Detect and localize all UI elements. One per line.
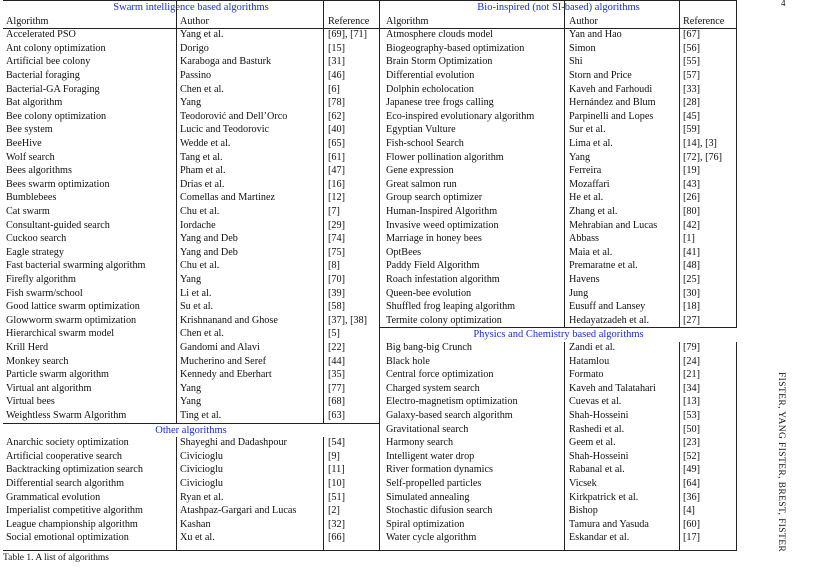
reference-cell: [62] <box>328 110 345 122</box>
algorithm-cell: Virtual ant algorithm <box>6 382 92 394</box>
reference-cell: [43] <box>683 178 700 190</box>
algorithm-cell: Particle swarm algorithm <box>6 369 109 381</box>
header-reference: Reference <box>683 15 725 27</box>
page-number: 4 <box>781 0 786 8</box>
algorithm-cell: Brain Storm Optimization <box>386 56 493 68</box>
algorithm-cell: Bat algorithm <box>6 97 63 109</box>
reference-cell: [55] <box>683 56 700 68</box>
reference-cell: [54] <box>328 437 345 449</box>
reference-cell: [65] <box>328 138 345 149</box>
algorithm-cell: Shuffled frog leaping algorithm <box>386 301 516 313</box>
table-row <box>380 287 737 301</box>
author-cell: Wedde et al. <box>180 138 231 149</box>
reference-cell: [8] <box>328 260 340 272</box>
algorithm-cell: Differential evolution <box>386 70 475 81</box>
algorithm-cell: Bees swarm optimization <box>6 178 110 190</box>
table-caption: Table 1. A list of algorithms <box>3 553 109 563</box>
reference-cell: [68] <box>328 396 345 408</box>
reference-cell: [51] <box>328 491 345 503</box>
table-row <box>380 151 737 165</box>
table-row <box>380 300 737 314</box>
table-row <box>380 110 737 124</box>
author-cell: Kashan <box>180 518 211 530</box>
algorithm-cell: Social emotional optimization <box>6 532 129 544</box>
author-cell: Lima et al. <box>569 138 613 149</box>
algorithm-cell: Gene expression <box>386 165 454 177</box>
reference-cell: [4] <box>683 505 695 517</box>
author-cell: Zhang et al. <box>569 206 618 217</box>
table-row <box>380 341 737 355</box>
author-cell: Drias et al. <box>180 178 225 190</box>
algorithm-cell: Water cycle algorithm <box>386 532 477 544</box>
algorithm-cell: Marriage in honey bees <box>386 233 482 245</box>
author-cell: Hernández and Blum <box>569 97 656 109</box>
algorithms-table <box>3 0 737 551</box>
table-row <box>380 123 737 137</box>
algorithm-cell: Eco-inspired evolutionary algorithm <box>386 110 535 122</box>
algorithm-cell: Japanese tree frogs calling <box>386 97 494 109</box>
algorithm-cell: Great salmon run <box>386 178 457 190</box>
column-divider <box>679 1 680 550</box>
algorithm-cell: Self-propelled particles <box>386 478 482 489</box>
reference-cell: [30] <box>683 287 700 299</box>
header-author: Author <box>180 15 209 27</box>
author-cell: Civicioglu <box>180 464 224 476</box>
author-cell: Gandomi and Alavi <box>180 342 260 353</box>
algorithm-cell: Differential search algorithm <box>6 478 125 489</box>
algorithm-cell: Human-Inspired Algorithm <box>386 206 498 217</box>
reference-cell: [29] <box>328 219 345 231</box>
table-row <box>380 219 737 233</box>
author-cell: Dorigo <box>180 42 209 54</box>
table-row <box>380 382 737 396</box>
reference-cell: [50] <box>683 423 700 435</box>
reference-cell: [52] <box>683 450 700 462</box>
algorithm-cell: Eagle strategy <box>6 246 64 258</box>
reference-cell: [21] <box>683 369 700 381</box>
reference-cell: [11] <box>328 464 345 476</box>
table-row <box>380 518 737 532</box>
column-divider <box>323 1 324 550</box>
section-title: Other algorithms <box>3 423 379 438</box>
column-divider <box>564 1 565 550</box>
algorithm-cell: Wolf search <box>6 151 55 163</box>
author-cell: Tamura and Yasuda <box>569 518 649 530</box>
algorithm-cell: Cat swarm <box>6 206 50 217</box>
table-row <box>380 42 737 56</box>
author-cell: Formato <box>569 369 604 381</box>
author-cell: Iordache <box>180 219 216 231</box>
author-cell: Yang et al. <box>180 29 224 41</box>
reference-cell: [22] <box>328 342 345 353</box>
table-row <box>380 232 737 246</box>
table-row <box>380 246 737 260</box>
author-cell: Shah-Hosseini <box>569 450 629 462</box>
table-row <box>380 491 737 505</box>
reference-cell: [1] <box>683 233 695 245</box>
reference-cell: [74] <box>328 233 345 245</box>
reference-cell: [34] <box>683 382 700 394</box>
table-row <box>380 463 737 477</box>
reference-cell: [49] <box>683 464 700 476</box>
author-cell: Krishnanand and Ghose <box>180 314 278 326</box>
author-cell: Yang <box>569 151 591 163</box>
reference-cell: [46] <box>328 70 345 81</box>
reference-cell: [23] <box>683 437 700 449</box>
reference-cell: [24] <box>683 355 700 367</box>
reference-cell: [25] <box>683 274 700 285</box>
author-cell: Geem et al. <box>569 437 616 449</box>
algorithm-cell: Grammatical evolution <box>6 491 101 503</box>
table-row <box>380 164 737 178</box>
algorithm-cell: Glowworm swarm optimization <box>6 314 137 326</box>
table-row <box>380 368 737 382</box>
table-row <box>380 83 737 97</box>
table-row <box>380 477 737 491</box>
author-cell: Shah-Hosseini <box>569 410 629 421</box>
table-row <box>380 205 737 219</box>
table-right-border <box>736 1 737 550</box>
reference-cell: [47] <box>328 165 345 177</box>
algorithm-cell: Monkey search <box>6 355 69 367</box>
algorithm-cell: Spiral optimization <box>386 518 465 530</box>
reference-cell: [72], [76] <box>683 151 723 163</box>
section-title: Physics and Chemistry based algorithms <box>380 327 737 342</box>
header-author: Author <box>569 15 598 27</box>
right-section-title: Bio-inspired (not SI-based) algorithms <box>477 2 640 13</box>
algorithm-cell: Virtual bees <box>6 396 55 408</box>
author-cell: Kennedy and Eberhart <box>180 369 272 381</box>
author-cell: Ting et al. <box>180 410 222 421</box>
author-cell: Teodorović and Dell’Orco <box>180 110 288 122</box>
algorithm-cell: Central force optimization <box>386 369 494 381</box>
author-cell: Cuevas et al. <box>569 396 622 408</box>
author-cell: Yang <box>180 382 202 394</box>
reference-cell: [15] <box>328 42 345 54</box>
algorithm-cell: Backtracking optimization search <box>6 464 143 476</box>
algorithm-cell: Stochastic difusion search <box>386 505 493 517</box>
algorithm-cell: Bee colony optimization <box>6 110 107 122</box>
author-cell: Storn and Price <box>569 70 632 81</box>
reference-cell: [9] <box>328 450 340 462</box>
table-row <box>380 273 737 287</box>
reference-cell: [10] <box>328 478 345 489</box>
algorithm-cell: Atmosphere clouds model <box>386 29 493 41</box>
reference-cell: [59] <box>683 124 700 136</box>
reference-cell: [61] <box>328 151 345 163</box>
author-cell: Zandi et al. <box>569 342 616 353</box>
reference-cell: [79] <box>683 342 700 353</box>
reference-cell: [41] <box>683 246 700 258</box>
algorithm-cell: Weightless Swarm Algorithm <box>6 410 127 421</box>
reference-cell: [53] <box>683 410 700 421</box>
author-cell: Mehrabian and Lucas <box>569 219 658 231</box>
author-cell: Lucic and Teodorovic <box>180 124 270 136</box>
author-cell: Ryan et al. <box>180 491 224 503</box>
algorithm-cell: Queen-bee evolution <box>386 287 472 299</box>
algorithm-cell: OptBees <box>386 246 422 258</box>
author-cell: Jung <box>569 287 589 299</box>
left-section-title: Swarm intelligence based algorithms <box>113 2 269 13</box>
table-row <box>380 314 737 329</box>
half-divider <box>379 1 380 550</box>
algorithm-cell: Imperialist competitive algorithm <box>6 505 143 517</box>
reference-cell: [2] <box>328 505 340 517</box>
table-row <box>380 531 737 545</box>
author-cell: Eskandar et al. <box>569 532 630 544</box>
author-cell: He et al. <box>569 192 604 204</box>
algorithm-cell: Egyptian Vulture <box>386 124 456 136</box>
reference-cell: [78] <box>328 97 345 109</box>
reference-cell: [17] <box>683 532 700 544</box>
reference-cell: [35] <box>328 369 345 381</box>
author-cell: Chu et al. <box>180 206 220 217</box>
reference-cell: [67] <box>683 29 700 41</box>
algorithm-cell: Big bang-big Crunch <box>386 342 473 353</box>
algorithm-cell: Krill Herd <box>6 342 49 353</box>
table-row <box>380 355 737 369</box>
right-table-half <box>380 1 737 550</box>
algorithm-cell: Paddy Field Algorithm <box>386 260 480 272</box>
reference-cell: [45] <box>683 110 700 122</box>
table-row <box>380 436 737 450</box>
author-cell: Yang <box>180 97 202 109</box>
algorithm-cell: Charged system search <box>386 382 480 394</box>
author-cell: Xu et al. <box>180 532 215 544</box>
reference-cell: [75] <box>328 246 345 258</box>
author-cell: Rashedi et al. <box>569 423 625 435</box>
author-cell: Hatamlou <box>569 355 610 367</box>
reference-cell: [26] <box>683 192 700 204</box>
algorithm-cell: BeeHive <box>6 138 42 149</box>
algorithm-cell: Cuckoo search <box>6 233 67 245</box>
running-header: FISTER, YANG FISTER, BREST, FISTER <box>776 372 786 553</box>
reference-cell: [5] <box>328 328 340 340</box>
author-cell: Simon <box>569 42 596 54</box>
algorithm-cell: Termite colony optimization <box>386 314 502 326</box>
author-cell: Parpinelli and Lopes <box>569 110 654 122</box>
author-cell: Yan and Hao <box>569 29 622 41</box>
header-algorithm: Algorithm <box>6 15 49 27</box>
author-cell: Tang et al. <box>180 151 223 163</box>
table-row <box>380 28 737 42</box>
reference-cell: [77] <box>328 382 345 394</box>
reference-cell: [58] <box>328 301 345 313</box>
reference-cell: [13] <box>683 396 700 408</box>
reference-cell: [70] <box>328 274 345 285</box>
algorithm-cell: Biogeography-based optimization <box>386 42 525 54</box>
table-row <box>380 423 737 437</box>
algorithm-cell: Black hole <box>386 355 430 367</box>
algorithm-cell: River formation dynamics <box>386 464 493 476</box>
column-divider <box>176 1 177 550</box>
reference-cell: [27] <box>683 314 700 326</box>
reference-cell: [33] <box>683 83 700 95</box>
algorithm-cell: Intelligent water drop <box>386 450 475 462</box>
reference-cell: [12] <box>328 192 345 204</box>
algorithm-cell: Electro-magnetism optimization <box>386 396 518 408</box>
algorithm-cell: Ant colony optimization <box>6 42 106 54</box>
author-cell: Karaboga and Basturk <box>180 56 272 68</box>
author-cell: Passino <box>180 70 212 81</box>
author-cell: Mozaffari <box>569 178 610 190</box>
algorithm-cell: Fish swarm/school <box>6 287 83 299</box>
table-row <box>380 191 737 205</box>
reference-cell: [37], [38] <box>328 314 368 326</box>
algorithm-cell: League championship algorithm <box>6 518 138 530</box>
author-cell: Su et al. <box>180 301 214 313</box>
algorithm-cell: Group search optimizer <box>386 192 483 204</box>
author-cell: Ferreira <box>569 165 602 177</box>
author-cell: Shi <box>569 56 583 68</box>
table-row <box>380 395 737 409</box>
header-algorithm: Algorithm <box>386 15 429 27</box>
algorithm-cell: Dolphin echolocation <box>386 83 474 95</box>
author-cell: Civicioglu <box>180 450 224 462</box>
author-cell: Chen et al. <box>180 328 224 340</box>
table-row <box>380 450 737 464</box>
reference-cell: [6] <box>328 83 340 95</box>
algorithm-cell: Bees algorithms <box>6 165 72 177</box>
author-cell: Yang and Deb <box>180 246 238 258</box>
reference-cell: [14], [3] <box>683 138 717 149</box>
table-row <box>380 137 737 151</box>
algorithm-cell: Anarchic society optimization <box>6 437 129 449</box>
table-row <box>380 259 737 273</box>
algorithm-cell: Bacterial foraging <box>6 70 80 81</box>
author-cell: Kirkpatrick et al. <box>569 491 639 503</box>
algorithm-cell: Firefly algorithm <box>6 274 76 285</box>
author-cell: Maia et al. <box>569 246 613 258</box>
table-row <box>380 178 737 192</box>
algorithm-cell: Artificial bee colony <box>6 56 91 68</box>
author-cell: Pham et al. <box>180 165 226 177</box>
author-cell: Vicsek <box>569 478 597 489</box>
table-row <box>380 409 737 423</box>
algorithm-cell: Invasive weed optimization <box>386 219 499 231</box>
reference-cell: [32] <box>328 518 345 530</box>
reference-cell: [19] <box>683 165 700 177</box>
algorithm-cell: Harmony search <box>386 437 454 449</box>
right-header-row <box>380 15 737 30</box>
reference-cell: [66] <box>328 532 345 544</box>
author-cell: Civicioglu <box>180 478 224 489</box>
author-cell: Bishop <box>569 505 598 517</box>
reference-cell: [48] <box>683 260 700 272</box>
author-cell: Sur et al. <box>569 124 606 136</box>
author-cell: Mucherino and Seref <box>180 355 266 367</box>
algorithm-cell: Roach infestation algorithm <box>386 274 500 285</box>
algorithm-cell: Bacterial-GA Foraging <box>6 83 100 95</box>
author-cell: Premaratne et al. <box>569 260 638 272</box>
reference-cell: [42] <box>683 219 700 231</box>
reference-cell: [40] <box>328 124 345 136</box>
reference-cell: [7] <box>328 206 340 217</box>
author-cell: Kaveh and Farhoudi <box>569 83 653 95</box>
table-row <box>380 69 737 83</box>
reference-cell: [39] <box>328 287 345 299</box>
reference-cell: [57] <box>683 70 700 81</box>
reference-cell: [36] <box>683 491 700 503</box>
author-cell: Chu et al. <box>180 260 220 272</box>
algorithm-cell: Simulated annealing <box>386 491 470 503</box>
author-cell: Hedayatzadeh et al. <box>569 314 650 326</box>
author-cell: Havens <box>569 274 600 285</box>
algorithm-cell: Fish-school Search <box>386 138 464 149</box>
reference-cell: [80] <box>683 206 700 217</box>
reference-cell: [31] <box>328 56 345 68</box>
author-cell: Yang <box>180 396 202 408</box>
header-reference: Reference <box>328 15 370 27</box>
algorithm-cell: Accelerated PSO <box>6 29 76 41</box>
reference-cell: [18] <box>683 301 700 313</box>
reference-cell: [69], [71] <box>328 29 368 41</box>
algorithm-cell: Galaxy-based search algorithm <box>386 410 513 421</box>
author-cell: Rabanal et al. <box>569 464 625 476</box>
reference-cell: [60] <box>683 518 700 530</box>
author-cell: Yang and Deb <box>180 233 238 245</box>
algorithm-cell: Hierarchical swarm model <box>6 328 115 340</box>
table-row <box>380 96 737 110</box>
reference-cell: [28] <box>683 97 700 109</box>
reference-cell: [64] <box>683 478 700 489</box>
reference-cell: [56] <box>683 42 700 54</box>
table-row <box>380 55 737 69</box>
algorithm-cell: Fast bacterial swarming algorithm <box>6 260 146 272</box>
author-cell: Li et al. <box>180 287 212 299</box>
algorithm-cell: Artificial cooperative search <box>6 450 122 462</box>
author-cell: Comellas and Martinez <box>180 192 276 204</box>
reference-cell: [16] <box>328 178 345 190</box>
author-cell: Eusuff and Lansey <box>569 301 646 313</box>
author-cell: Kaveh and Talatahari <box>569 382 656 394</box>
algorithm-cell: Consultant-guided search <box>6 219 110 231</box>
algorithm-cell: Good lattice swarm optimization <box>6 301 140 313</box>
author-cell: Yang <box>180 274 202 285</box>
table-row <box>380 504 737 518</box>
reference-cell: [63] <box>328 410 345 421</box>
author-cell: Chen et al. <box>180 83 224 95</box>
author-cell: Abbass <box>569 233 599 245</box>
algorithm-cell: Bee system <box>6 124 53 136</box>
algorithm-cell: Bumblebees <box>6 192 57 204</box>
reference-cell: [44] <box>328 355 345 367</box>
algorithm-cell: Gravitational search <box>386 423 469 435</box>
author-cell: Shayeghi and Dadashpour <box>180 437 287 449</box>
author-cell: Atashpaz-Gargari and Lucas <box>180 505 297 517</box>
algorithm-cell: Flower pollination algorithm <box>386 151 504 163</box>
